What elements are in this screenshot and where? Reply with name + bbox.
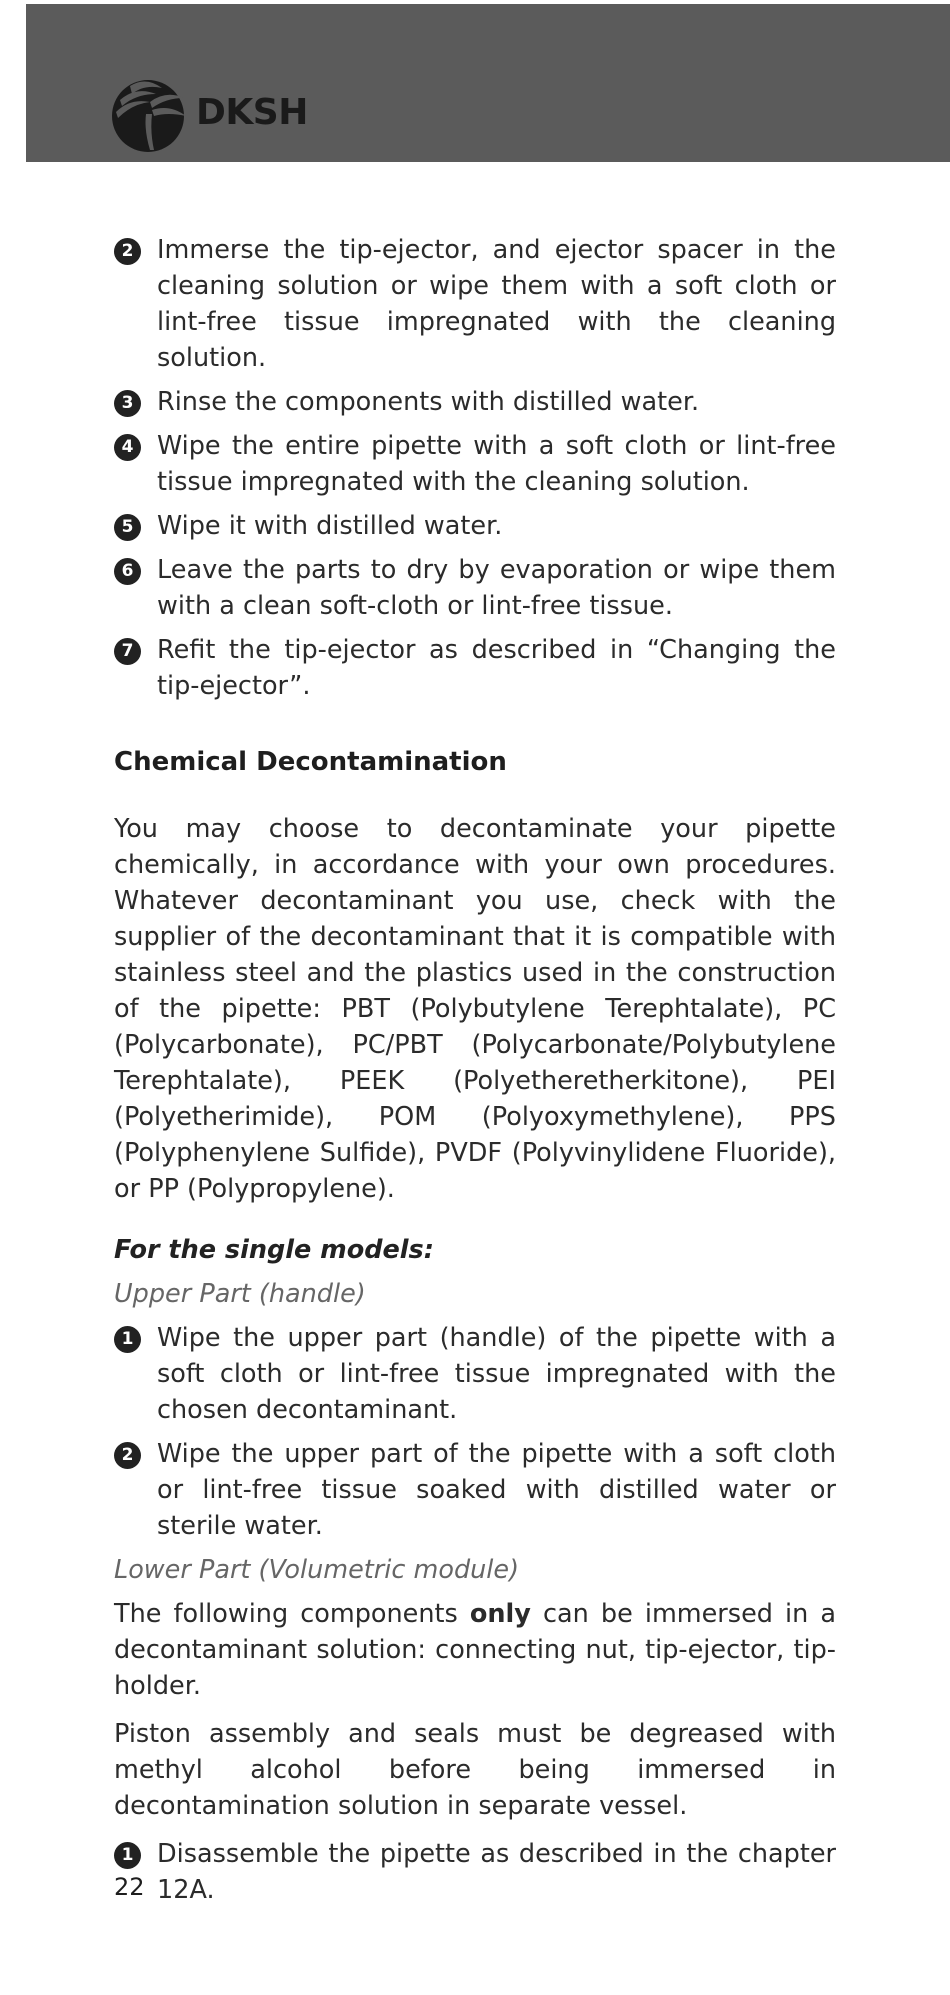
dksh-palm-icon <box>110 72 192 154</box>
upper-step-2 <box>114 1436 836 1544</box>
step-text: Immerse the tip-ejector, and ejector spacer in the cleaning solution or wipe them with a soft cloth or lint-free tissue impregnated with the cleaning solution. <box>157 235 836 373</box>
page-header <box>26 4 950 162</box>
page-content <box>114 232 836 1916</box>
step-text: Rinse the components with distilled water. <box>157 387 700 417</box>
step-text: Wipe the upper part (handle) of the pipette with a soft cloth or lint-free tissue impregnated with the chosen decontaminant. <box>157 1323 836 1425</box>
lower-step-1 <box>114 1836 836 1908</box>
step-number-badge: 3 <box>114 390 141 417</box>
step-number-badge: 6 <box>114 558 141 585</box>
lower-para-text: The following components <box>114 1599 470 1629</box>
upper-part-label: Upper Part (handle) <box>114 1279 366 1309</box>
lower-part-paragraph <box>114 1596 836 1704</box>
step-number-badge: 1 <box>114 1842 141 1869</box>
step-text: Wipe the upper part of the pipette with a soft cloth or lint-free tissue soaked with distilled water or sterile water. <box>157 1439 836 1541</box>
lower-part-label: Lower Part (Volumetric module) <box>114 1555 520 1585</box>
cleaning-step-2 <box>114 232 836 376</box>
piston-paragraph: Piston assembly and seals must be degreased with methyl alcohol before being immersed in decontamination solution in separate vessel. <box>114 1719 836 1821</box>
step-text: Leave the parts to dry by evaporation or wipe them with a clean soft-cloth or lint-free tissue. <box>157 555 836 621</box>
emphasis-only: only <box>469 1599 531 1629</box>
single-models-label: For the single models: <box>114 1235 434 1265</box>
step-text: Refit the tip-ejector as described in “Changing the tip-ejector”. <box>157 635 836 701</box>
step-number-badge: 2 <box>114 1442 141 1469</box>
dksh-logo <box>110 72 308 154</box>
step-number-badge: 5 <box>114 514 141 541</box>
upper-step-1 <box>114 1320 836 1428</box>
step-text: Wipe the entire pipette with a soft cloth or lint-free tissue impregnated with the cleaning solution. <box>157 431 836 497</box>
step-text: Wipe it with distilled water. <box>157 511 503 541</box>
cleaning-step-5 <box>114 508 836 544</box>
page-number: 22 <box>114 1873 145 1901</box>
lower-para-text-end: can be immersed in a decontaminant solution: connecting nut, tip-ejector, tip-holder. <box>114 1599 836 1701</box>
cleaning-step-7 <box>114 632 836 704</box>
step-number-badge: 7 <box>114 638 141 665</box>
cleaning-step-3 <box>114 384 836 420</box>
logo-text: DKSH <box>196 92 308 133</box>
section-heading: Chemical Decontamination <box>114 747 507 777</box>
cleaning-step-6 <box>114 552 836 624</box>
intro-paragraph: You may choose to decontaminate your pipette chemically, in accordance with your own procedures. Whatever decontaminant you use, check with the supplier of the decontaminant that it is compatible with stainless steel and the plastics used in the construction of the pipette: PBT (Polybutylene Terephtalate), PC (Polycarbonate), PC/PBT (Polycarbonate/Polybutylene Terephtalate), PEEK (Polyetheretherkitone), PEI (Polyetherimide), POM (Polyoxymethylene), PPS (Polyphenylene Sulfide), PVDF (Polyvinylidene Fluoride), or PP (Polypropylene). <box>114 814 836 1204</box>
step-number-badge: 1 <box>114 1326 141 1353</box>
cleaning-step-4 <box>114 428 836 500</box>
step-number-badge: 4 <box>114 434 141 461</box>
step-text: Disassemble the pipette as described in the chapter 12A. <box>157 1839 836 1905</box>
step-number-badge: 2 <box>114 238 141 265</box>
